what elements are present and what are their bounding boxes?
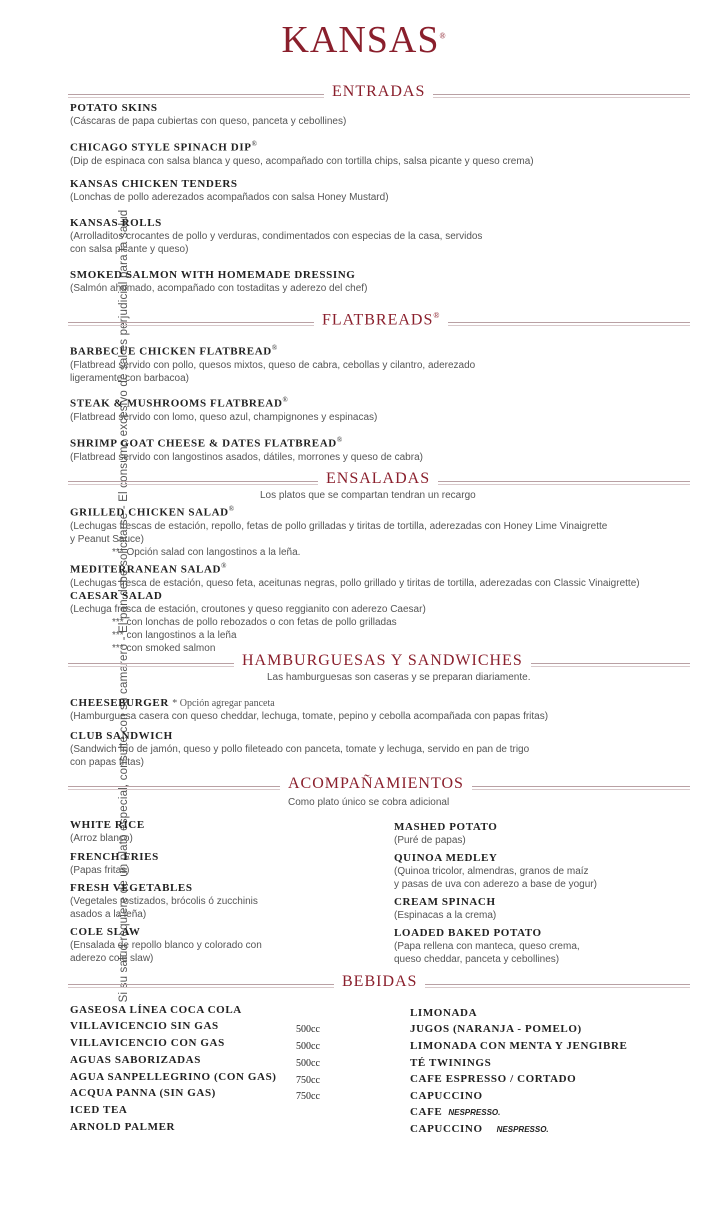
drink-item: AGUAS SABORIZADAS: [70, 1054, 201, 1066]
drink-item: VILLAVICENCIO SIN GAS: [70, 1020, 219, 1032]
brand-name: KANSAS: [281, 19, 440, 61]
section-ensaladas: [68, 470, 690, 492]
section-note: Los platos que se compartan tendran un recargo: [260, 490, 476, 501]
item-desc: (Hamburguesa casera con queso cheddar, lechuga, tomate, pepino y cebolla acompañada con papas fritas): [70, 711, 549, 722]
item-name: QUINOA MEDLEY: [394, 852, 498, 864]
drink-item: JUGOS (NARANJA - POMELO): [410, 1023, 582, 1035]
item-name: KANSAS CHICKEN TENDERS: [70, 178, 238, 190]
section-title: ENSALADAS: [318, 470, 438, 488]
item-desc: (Flatbread servido con pollo, quesos mixtos, queso de cabra, cebollas y cilantro, aderezado: [70, 359, 476, 371]
section-title: ACOMPAÑAMIENTOS: [280, 775, 472, 793]
item-name: CREAM SPINACH: [394, 896, 496, 908]
drink-volume: 500cc: [296, 1058, 320, 1069]
item-name: LOADED BAKED POTATO: [394, 927, 542, 939]
side-item: [70, 818, 370, 845]
item-desc: y pasas de uva con aderezo a base de yogur): [394, 879, 597, 890]
side-item: [394, 851, 694, 891]
nespresso-logo: NESPRESSO.: [496, 1125, 549, 1134]
side-item: [394, 820, 694, 847]
menu-item: [70, 696, 680, 723]
drink-item: TÉ TWININGS: [410, 1057, 492, 1069]
sides-left-column: [70, 818, 370, 965]
item-desc: queso cheddar, panceta y cebollines): [394, 954, 560, 965]
drink-item: ICED TEA: [70, 1104, 128, 1116]
drink-item: LIMONADA: [410, 1007, 478, 1019]
item-desc: (Quinoa tricolor, almendras, granos de maíz: [394, 866, 589, 877]
item-desc: (Salmón ahumado, acompañado con tostaditas y aderezo del chef): [70, 283, 368, 294]
item-name: CLUB SANDWICH: [70, 730, 173, 742]
menu-item: [70, 589, 680, 655]
side-item: [70, 850, 370, 877]
item-desc: (Flatbread servido con langostinos asados, dátiles, morrones y queso de cabra): [70, 451, 423, 463]
menu-item: SHRIMP GOAT CHEESE & DATES FLATBREAD® (Flatbread servido con langostinos asados, dátiles, morrones y queso de cabra): [70, 433, 680, 464]
drink-item: GASEOSA LÍNEA COCA COLA: [70, 1004, 242, 1016]
item-desc: (Papa rellena con manteca, queso crema,: [394, 941, 580, 952]
nespresso-logo: NESPRESSO.: [448, 1108, 501, 1117]
item-desc: (Arrolladitos crocantes de pollo y verduras, condimentados con especias de la casa, servidos: [70, 231, 483, 242]
menu-item: [70, 268, 680, 295]
item-name: WHITE RICE: [70, 819, 145, 831]
drink-item: [410, 1123, 549, 1135]
item-option: *** con lonchas de pollo rebozados o con fetas de pollo grilladas: [112, 617, 397, 628]
item-name: SHRIMP GOAT CHEESE & DATES FLATBREAD: [70, 437, 337, 450]
item-desc: (Ensalada de repollo blanco y colorado con: [70, 940, 262, 951]
section-title: ENTRADAS: [324, 83, 433, 101]
item-name: MEDITERRANEAN SALAD: [70, 563, 222, 576]
item-option: *** con langostinos a la leña: [112, 630, 237, 641]
drink-volume: 500cc: [296, 1041, 320, 1052]
item-option: *** con smoked salmon: [112, 643, 216, 654]
drink-item: ACQUA PANNA (SIN GAS): [70, 1087, 216, 1099]
section-flatbreads: FLATBREADS®: [68, 311, 690, 333]
item-desc: (Vegetales rostizados, brócolis ó zucchinis: [70, 896, 258, 907]
menu-item: GRILLED CHICKEN SALAD® (Lechugas frescas de estación, repollo, fetas de pollo grilladas y tiritas de tortilla, aderezadas con Honey Lime Vinaigrette y Peanut Sauce) *** Opción salad con langostinos a la leña.: [70, 502, 680, 559]
menu-item: [70, 216, 680, 256]
item-name: MASHED POTATO: [394, 821, 498, 833]
drink-volume: 750cc: [296, 1075, 320, 1086]
item-name: STEAK & MUSHROOMS FLATBREAD: [70, 397, 283, 410]
item-name: KANSAS ROLLS: [70, 217, 162, 229]
drink-item: CAFE ESPRESSO / CORTADO: [410, 1073, 577, 1085]
section-acompanamientos: [68, 775, 690, 797]
item-name: CAESAR SALAD: [70, 590, 163, 602]
drink-volume: 500cc: [296, 1024, 320, 1035]
drink-item: LIMONADA CON MENTA Y JENGIBRE: [410, 1040, 628, 1052]
item-desc: (Puré de papas): [394, 835, 466, 846]
item-name: SMOKED SALMON WITH HOMEMADE DRESSING: [70, 269, 356, 281]
brand-logo: [0, 18, 728, 62]
menu-item: [70, 729, 680, 769]
item-desc: (Lechugas frescas de estación, repollo, fetas de pollo grilladas y tiritas de tortilla, aderezadas con Honey Lime Vinaigrette: [70, 520, 608, 532]
item-desc: ligeramente con barbacoa): [70, 372, 189, 384]
item-desc: (Sandwich frío de jamón, queso y pollo fileteado con panceta, tomate y lechuga, servido en pan de trigo: [70, 744, 530, 755]
item-desc: con papas fritas): [70, 757, 144, 768]
side-item: [394, 926, 694, 966]
item-name: COLE SLAW: [70, 926, 141, 938]
item-name: FRESH VEGETABLES: [70, 882, 193, 894]
drink-item: CAPUCCINO: [410, 1090, 483, 1102]
menu-item: CHICAGO STYLE SPINACH DIP® (Dip de espinaca con salsa blanca y queso, acompañado con tortilla chips, salsa picante y queso crema): [70, 137, 680, 168]
section-bebidas: [68, 973, 690, 995]
item-desc: y Peanut Sauce): [70, 533, 144, 545]
item-name: POTATO SKINS: [70, 102, 158, 114]
section-title: FLATBREADS: [322, 311, 434, 329]
drink-item: AGUA SANPELLEGRINO (CON GAS): [70, 1071, 277, 1083]
item-desc: (Lonchas de pollo aderezados acompañados con salsa Honey Mustard): [70, 192, 389, 203]
item-name: GRILLED CHICKEN SALAD: [70, 506, 229, 519]
item-desc: (Arroz blanco): [70, 833, 133, 844]
item-extra: * Opción agregar panceta: [172, 698, 275, 709]
item-desc: aderezo cole slaw): [70, 953, 154, 964]
item-name: FRENCH FRIES: [70, 851, 159, 863]
item-name: CAPUCCINO: [410, 1123, 483, 1135]
section-title: HAMBURGUESAS Y SANDWICHES: [234, 652, 531, 670]
menu-item: BARBECUE CHICKEN FLATBREAD® (Flatbread servido con pollo, quesos mixtos, queso de cabra, cebollas y cilantro, aderezado ligeramente con barbacoa): [70, 341, 680, 385]
drink-volume: 750cc: [296, 1091, 320, 1102]
drink-item: VILLAVICENCIO CON GAS: [70, 1037, 225, 1049]
menu-item: STEAK & MUSHROOMS FLATBREAD® (Flatbread servido con lomo, queso azul, champignones y espinacas): [70, 393, 680, 424]
menu-item: [70, 101, 680, 128]
item-desc: (Lechuga fresca de estación, croutones y queso reggianito con aderezo Caesar): [70, 604, 426, 615]
side-item: [70, 881, 370, 921]
section-hamburguesas: [68, 652, 690, 674]
item-option: *** Opción salad con langostinos a la leña.: [112, 546, 301, 558]
menu-item: [70, 177, 680, 204]
item-name: CHICAGO STYLE SPINACH DIP: [70, 141, 252, 154]
item-name: CHEESEBURGER: [70, 697, 169, 709]
side-item: [70, 925, 370, 965]
item-desc: (Espinacas a la crema): [394, 910, 497, 921]
item-desc: (Cáscaras de papa cubiertas con queso, panceta y cebollines): [70, 116, 347, 127]
item-name: CAFE: [410, 1106, 443, 1118]
section-note: Las hamburguesas son caseras y se preparan diariamente.: [267, 672, 531, 683]
section-title: BEBIDAS: [334, 973, 425, 991]
sides-right-column: [394, 820, 694, 966]
drink-item: [410, 1106, 500, 1118]
menu-item: MEDITERRANEAN SALAD® (Lechugas fresca de estación, queso feta, aceitunas negras, pollo grillado y tiritas de tortilla, aderezadas con Classic Vinaigrette): [70, 559, 680, 590]
item-desc: (Flatbread servido con lomo, queso azul, champignones y espinacas): [70, 411, 378, 423]
item-desc: (Dip de espinaca con salsa blanca y queso, acompañado con tortilla chips, salsa picante y queso crema): [70, 155, 534, 167]
item-desc: con salsa picante y queso): [70, 244, 189, 255]
item-desc: asados a la leña): [70, 909, 147, 920]
section-note: Como plato único se cobra adicional: [288, 797, 450, 808]
brand-mark: ®: [439, 31, 447, 41]
side-item: [394, 895, 694, 922]
side-notice: Si su salud requiere de un plato especial, consulte con su camarero - El pan debe solicitarse - El consumo excesivo de sal es perjudicial para la salud: [118, 209, 130, 1003]
item-desc: (Papas fritas): [70, 865, 130, 876]
item-name: BARBECUE CHICKEN FLATBREAD: [70, 345, 272, 358]
item-desc: (Lechugas fresca de estación, queso feta, aceitunas negras, pollo grillado y tiritas de tortilla, aderezadas con Classic Vinaigrette): [70, 577, 640, 589]
drink-item: ARNOLD PALMER: [70, 1121, 176, 1133]
